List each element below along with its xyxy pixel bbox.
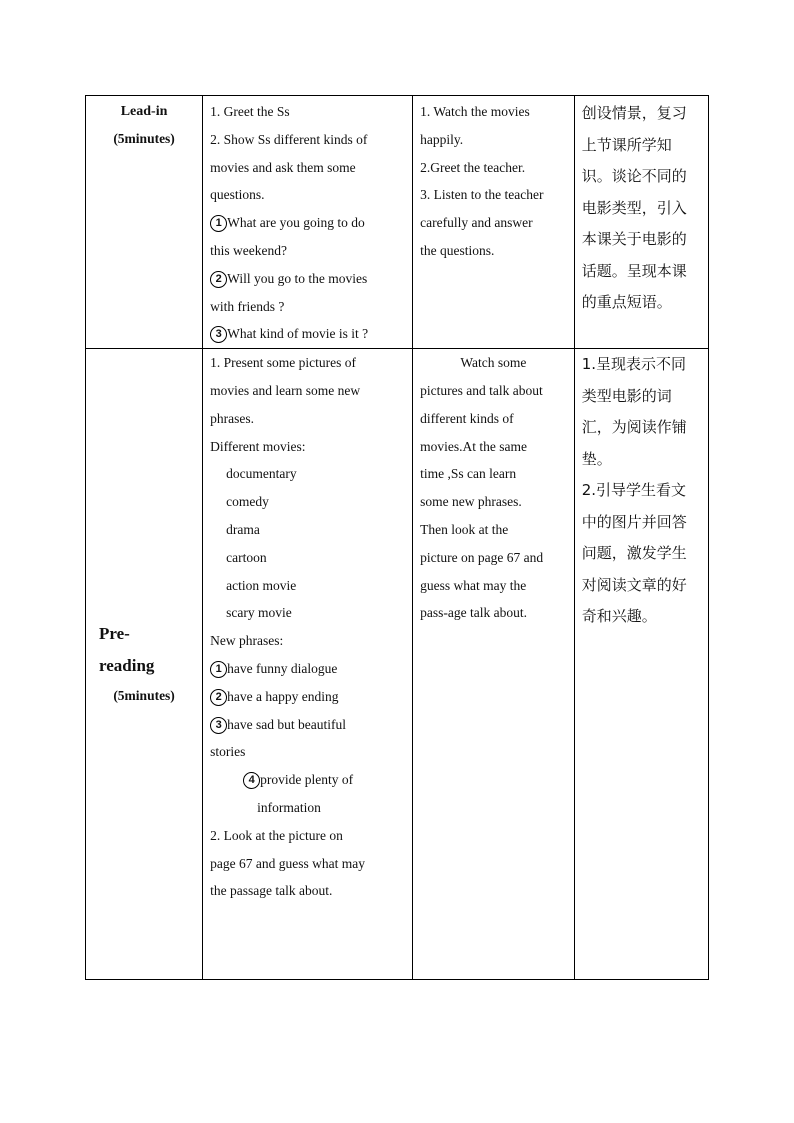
phrase-line: 1 have funny dialogue [210, 655, 405, 683]
purpose-line: 问题，激发学生 [581, 544, 687, 563]
teacher-line: 2. Look at the picture on [210, 827, 343, 843]
student-line: happily. [420, 131, 464, 147]
movie-type: documentary [226, 466, 297, 482]
movie-type: action movie [226, 577, 297, 593]
circled-number: 2 [210, 689, 227, 706]
student-line: pictures and talk about [420, 382, 543, 398]
stage-title: Pre- [99, 624, 130, 644]
teacher-line: stories [210, 744, 246, 760]
stage-cell [86, 96, 203, 349]
phrase-line: 2 have a happy ending [210, 683, 405, 711]
student-line: guess what may the [420, 577, 527, 593]
teacher-line: 1. Present some pictures of [210, 355, 356, 371]
student-line: 1. Watch the movies [420, 104, 530, 119]
teacher-line: this weekend? [210, 242, 287, 258]
student-line: Watch some [460, 355, 527, 371]
purpose-line: 对阅读文章的好 [581, 575, 687, 594]
lesson-plan-table [85, 95, 709, 980]
student-line: picture on page 67 and [420, 549, 544, 565]
teacher-line: page 67 and guess what may [210, 855, 365, 871]
teacher-line: information [257, 799, 321, 815]
table-row [86, 96, 709, 349]
teacher-line: New phrases: [210, 633, 284, 649]
purpose-line: 1.呈现表示不同 [581, 355, 686, 374]
teacher-line: 2 Will you go to the movies [210, 265, 405, 293]
stage-cell [86, 349, 203, 980]
student-line: 2.Greet the teacher. [420, 159, 526, 175]
purpose-line: 创设情景，复习 [581, 104, 687, 122]
purpose-line: 2.引导学生看文 [581, 481, 686, 500]
stage-title: Lead-in [120, 104, 168, 119]
movie-type: cartoon [226, 549, 267, 565]
movie-type: scary movie [226, 605, 292, 621]
teacher-line: 2. Show Ss different kinds of [210, 131, 368, 147]
purpose-line: 类型电影的词 [581, 386, 672, 405]
purpose-line: 识。谈论不同的 [581, 167, 687, 185]
movie-type: comedy [226, 494, 269, 510]
circled-number: 3 [210, 326, 227, 343]
student-activity-cell [413, 349, 575, 980]
circled-number: 4 [243, 772, 260, 789]
circled-number: 1 [210, 215, 227, 232]
teacher-line: movies and ask them some [210, 159, 356, 175]
stage-title-line2: reading [99, 656, 155, 676]
phrase-line: 3 have sad but beautiful [210, 711, 405, 739]
teacher-line: with friends ? [210, 298, 285, 314]
teacher-line: phrases. [210, 410, 254, 426]
purpose-line: 垫。 [581, 449, 612, 468]
purpose-line: 电影类型，引入 [581, 198, 687, 217]
purpose-line: 上节课所学知 [581, 135, 672, 154]
purpose-cell [574, 96, 708, 349]
purpose-line: 的重点短语。 [581, 293, 672, 311]
teacher-line: questions. [210, 187, 265, 203]
stage-time: (5minutes) [113, 688, 175, 704]
student-activity-cell [413, 96, 575, 349]
student-line: 3. Listen to the teacher [420, 187, 544, 203]
student-line: pass-age talk about. [420, 605, 527, 621]
student-line: Then look at the [420, 521, 509, 537]
teacher-line: Different movies: [210, 438, 306, 454]
purpose-cell [574, 349, 708, 980]
student-line: different kinds of [420, 410, 514, 426]
purpose-line: 话题。呈现本课 [581, 261, 687, 280]
teacher-activity-cell [203, 349, 413, 980]
purpose-line: 奇和兴趣。 [581, 607, 657, 626]
student-line: some new phrases. [420, 494, 522, 510]
movie-type: drama [226, 521, 260, 537]
table-row [86, 349, 709, 980]
student-line: movies.At the same [420, 438, 527, 454]
student-line: carefully and answer [420, 215, 533, 231]
teacher-line: 3 What kind of movie is it ? [210, 320, 405, 348]
purpose-line: 本课关于电影的 [581, 230, 687, 248]
stage-time: (5minutes) [113, 131, 175, 146]
teacher-line: the passage talk about. [210, 883, 333, 899]
circled-number: 3 [210, 717, 227, 734]
teacher-activity-cell [203, 96, 413, 349]
purpose-line: 汇，为阅读作铺 [581, 418, 687, 437]
circled-number: 2 [210, 271, 227, 288]
teacher-line: 1 What are you going to do [210, 209, 405, 237]
student-line: the questions. [420, 242, 495, 258]
circled-number: 1 [210, 661, 227, 678]
phrase-line: 4 provide plenty of [210, 766, 405, 794]
teacher-line: movies and learn some new [210, 382, 361, 398]
purpose-line: 中的图片并回答 [581, 512, 687, 531]
student-line: time ,Ss can learn [420, 466, 517, 482]
teacher-line: 1. Greet the Ss [210, 104, 290, 119]
